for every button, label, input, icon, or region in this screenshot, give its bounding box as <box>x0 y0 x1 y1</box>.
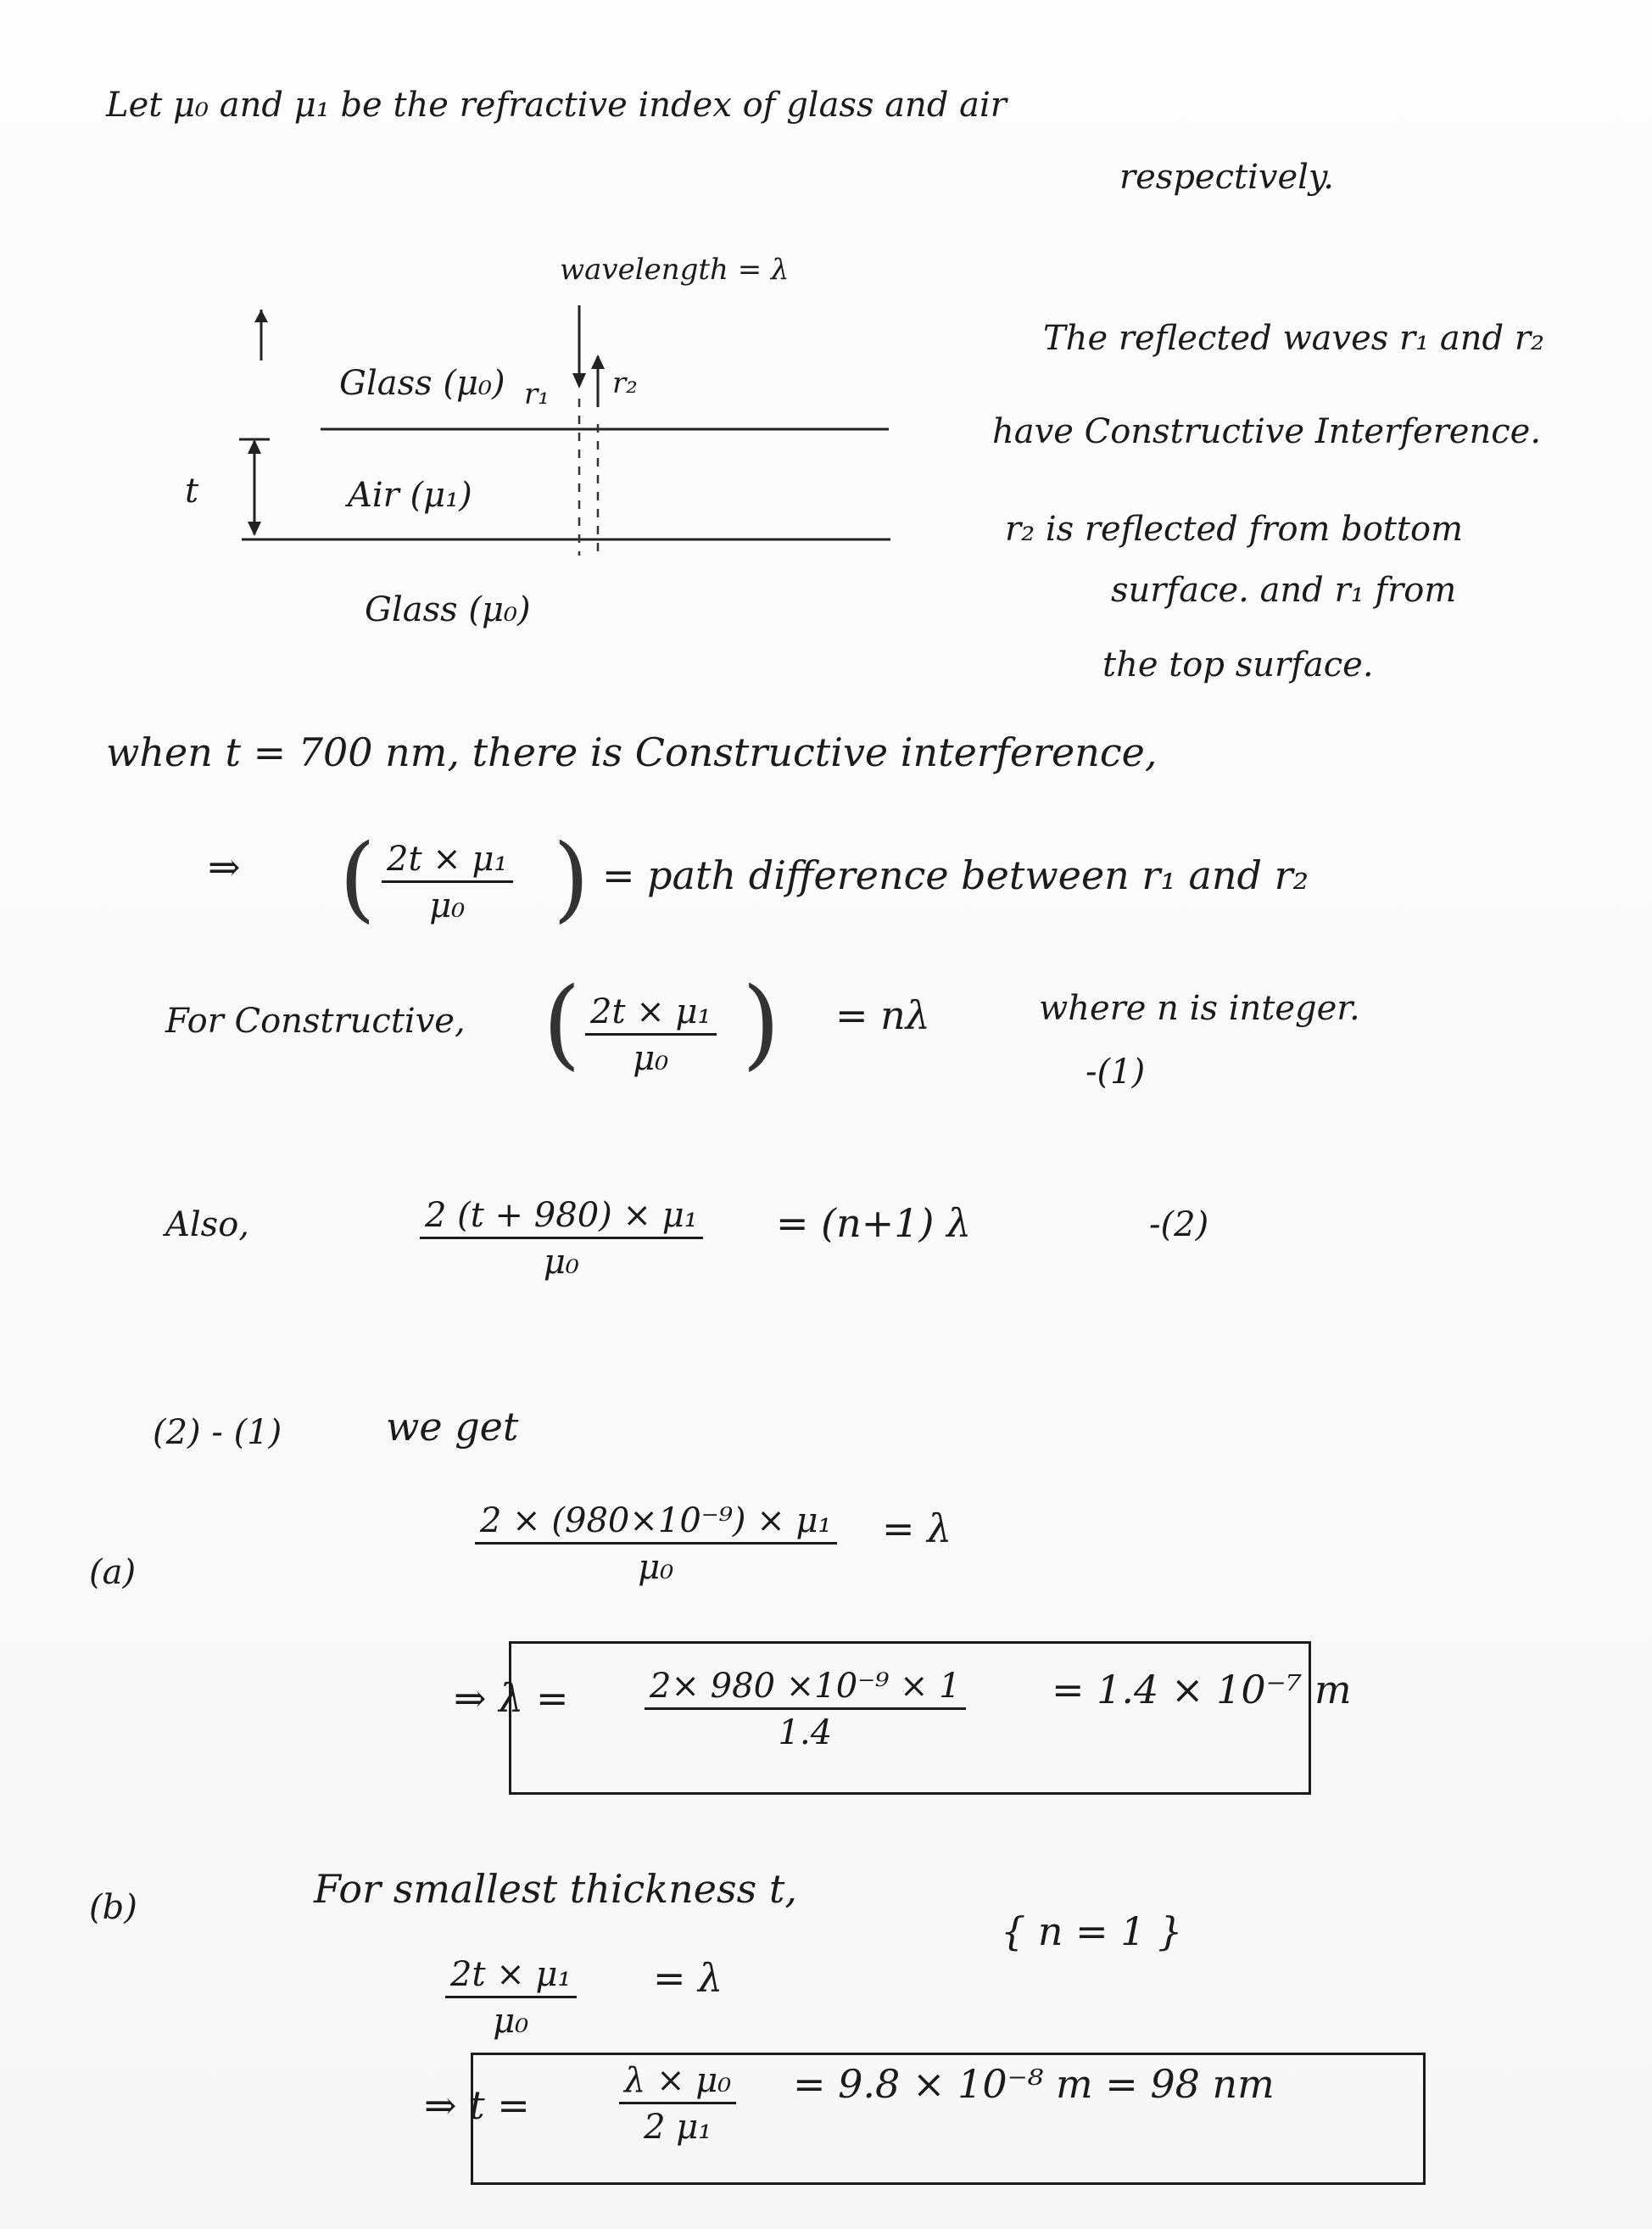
n-equals-note: { n = 1 } <box>1001 1908 1183 1954</box>
fraction-numerator: 2t × μ₁ <box>445 1955 577 1998</box>
ray-r2-label: r₂ <box>612 366 638 400</box>
also-label: Also, <box>165 1205 250 1244</box>
also-fraction <box>420 1196 703 1282</box>
path-diff-fraction <box>382 840 513 925</box>
fraction-numerator: λ × μ₀ <box>619 2061 736 2104</box>
fraction-numerator: 2× 980 ×10⁻⁹ × 1 <box>645 1667 966 1710</box>
part-b-text: For smallest thickness t, <box>314 1866 797 1912</box>
right-paren: ) <box>553 824 589 932</box>
part-b-fraction <box>445 1955 577 2041</box>
also-rhs: = (n+1) λ <box>776 1200 972 1246</box>
fraction-denominator: μ₀ <box>493 2002 529 2041</box>
side-note-line-2: have Constructive Interference. <box>992 412 1542 451</box>
condition-text: when t = 700 nm, there is Constructive interference, <box>106 729 1158 775</box>
part-b-boxed-fraction <box>619 2061 736 2147</box>
left-paren: ( <box>339 824 376 932</box>
wavelength-label: wavelength = λ <box>560 253 790 287</box>
fraction-denominator: μ₀ <box>543 1243 579 1282</box>
side-note-line-5: the top surface. <box>1102 645 1374 684</box>
equation-tag-1: -(1) <box>1086 1053 1146 1092</box>
fraction-numerator: 2t × μ₁ <box>585 992 717 1036</box>
part-a-boxed-prefix: ⇒ λ = <box>454 1675 569 1721</box>
left-paren: ( <box>543 967 581 1081</box>
fraction-numerator: 2 (t + 980) × μ₁ <box>420 1196 703 1239</box>
part-b-label: (b) <box>89 1888 137 1927</box>
subtract-label: (2) - (1) <box>153 1413 282 1452</box>
integer-note: where n is integer. <box>1039 989 1360 1028</box>
fraction-denominator: 1.4 <box>778 1713 833 1752</box>
part-b-boxed-prefix: ⇒ t = <box>424 2082 530 2128</box>
part-b-rhs: = λ <box>653 1955 723 2001</box>
constructive-fraction <box>585 992 717 1078</box>
path-diff-rhs: = path difference between r₁ and r₂ <box>602 852 1309 898</box>
side-note-line-4: surface. and r₁ from <box>1111 571 1457 610</box>
we-get-text: we get <box>386 1404 519 1450</box>
fraction-denominator: μ₀ <box>429 886 466 925</box>
part-a-rhs: = λ <box>882 1506 952 1551</box>
part-a-boxed-result: = 1.4 × 10⁻⁷ m <box>1052 1667 1352 1712</box>
intro-line-1: Let μ₀ and μ₁ be the refractive index of glass and air <box>106 86 1007 125</box>
part-a-boxed-fraction <box>645 1667 966 1752</box>
fraction-denominator: 2 μ₁ <box>644 2108 712 2147</box>
part-b-boxed-result: = 9.8 × 10⁻⁸ m = 98 nm <box>793 2061 1275 2107</box>
side-note-line-1: The reflected waves r₁ and r₂ <box>1043 319 1544 358</box>
ray-r1-label: r₁ <box>524 377 550 411</box>
constructive-rhs: = nλ <box>835 992 930 1038</box>
thickness-t-label: t <box>185 472 199 511</box>
glass-top-label: Glass (μ₀) <box>339 364 505 403</box>
fraction-numerator: 2t × μ₁ <box>382 840 513 883</box>
right-paren: ) <box>742 967 780 1081</box>
implies-arrow: ⇒ <box>208 844 241 890</box>
fraction-numerator: 2 × (980×10⁻⁹) × μ₁ <box>475 1501 837 1545</box>
part-a-label: (a) <box>89 1553 137 1592</box>
intro-line-2: respectively. <box>1119 158 1334 197</box>
fraction-denominator: μ₀ <box>633 1039 669 1078</box>
constructive-label: For Constructive, <box>165 1002 466 1041</box>
glass-bottom-label: Glass (μ₀) <box>365 590 531 629</box>
air-label: Air (μ₁) <box>348 476 472 515</box>
part-a-fraction <box>475 1501 837 1587</box>
fraction-denominator: μ₀ <box>638 1548 674 1587</box>
equation-tag-2: -(2) <box>1149 1205 1209 1244</box>
side-note-line-3: r₂ is reflected from bottom <box>1005 510 1464 549</box>
